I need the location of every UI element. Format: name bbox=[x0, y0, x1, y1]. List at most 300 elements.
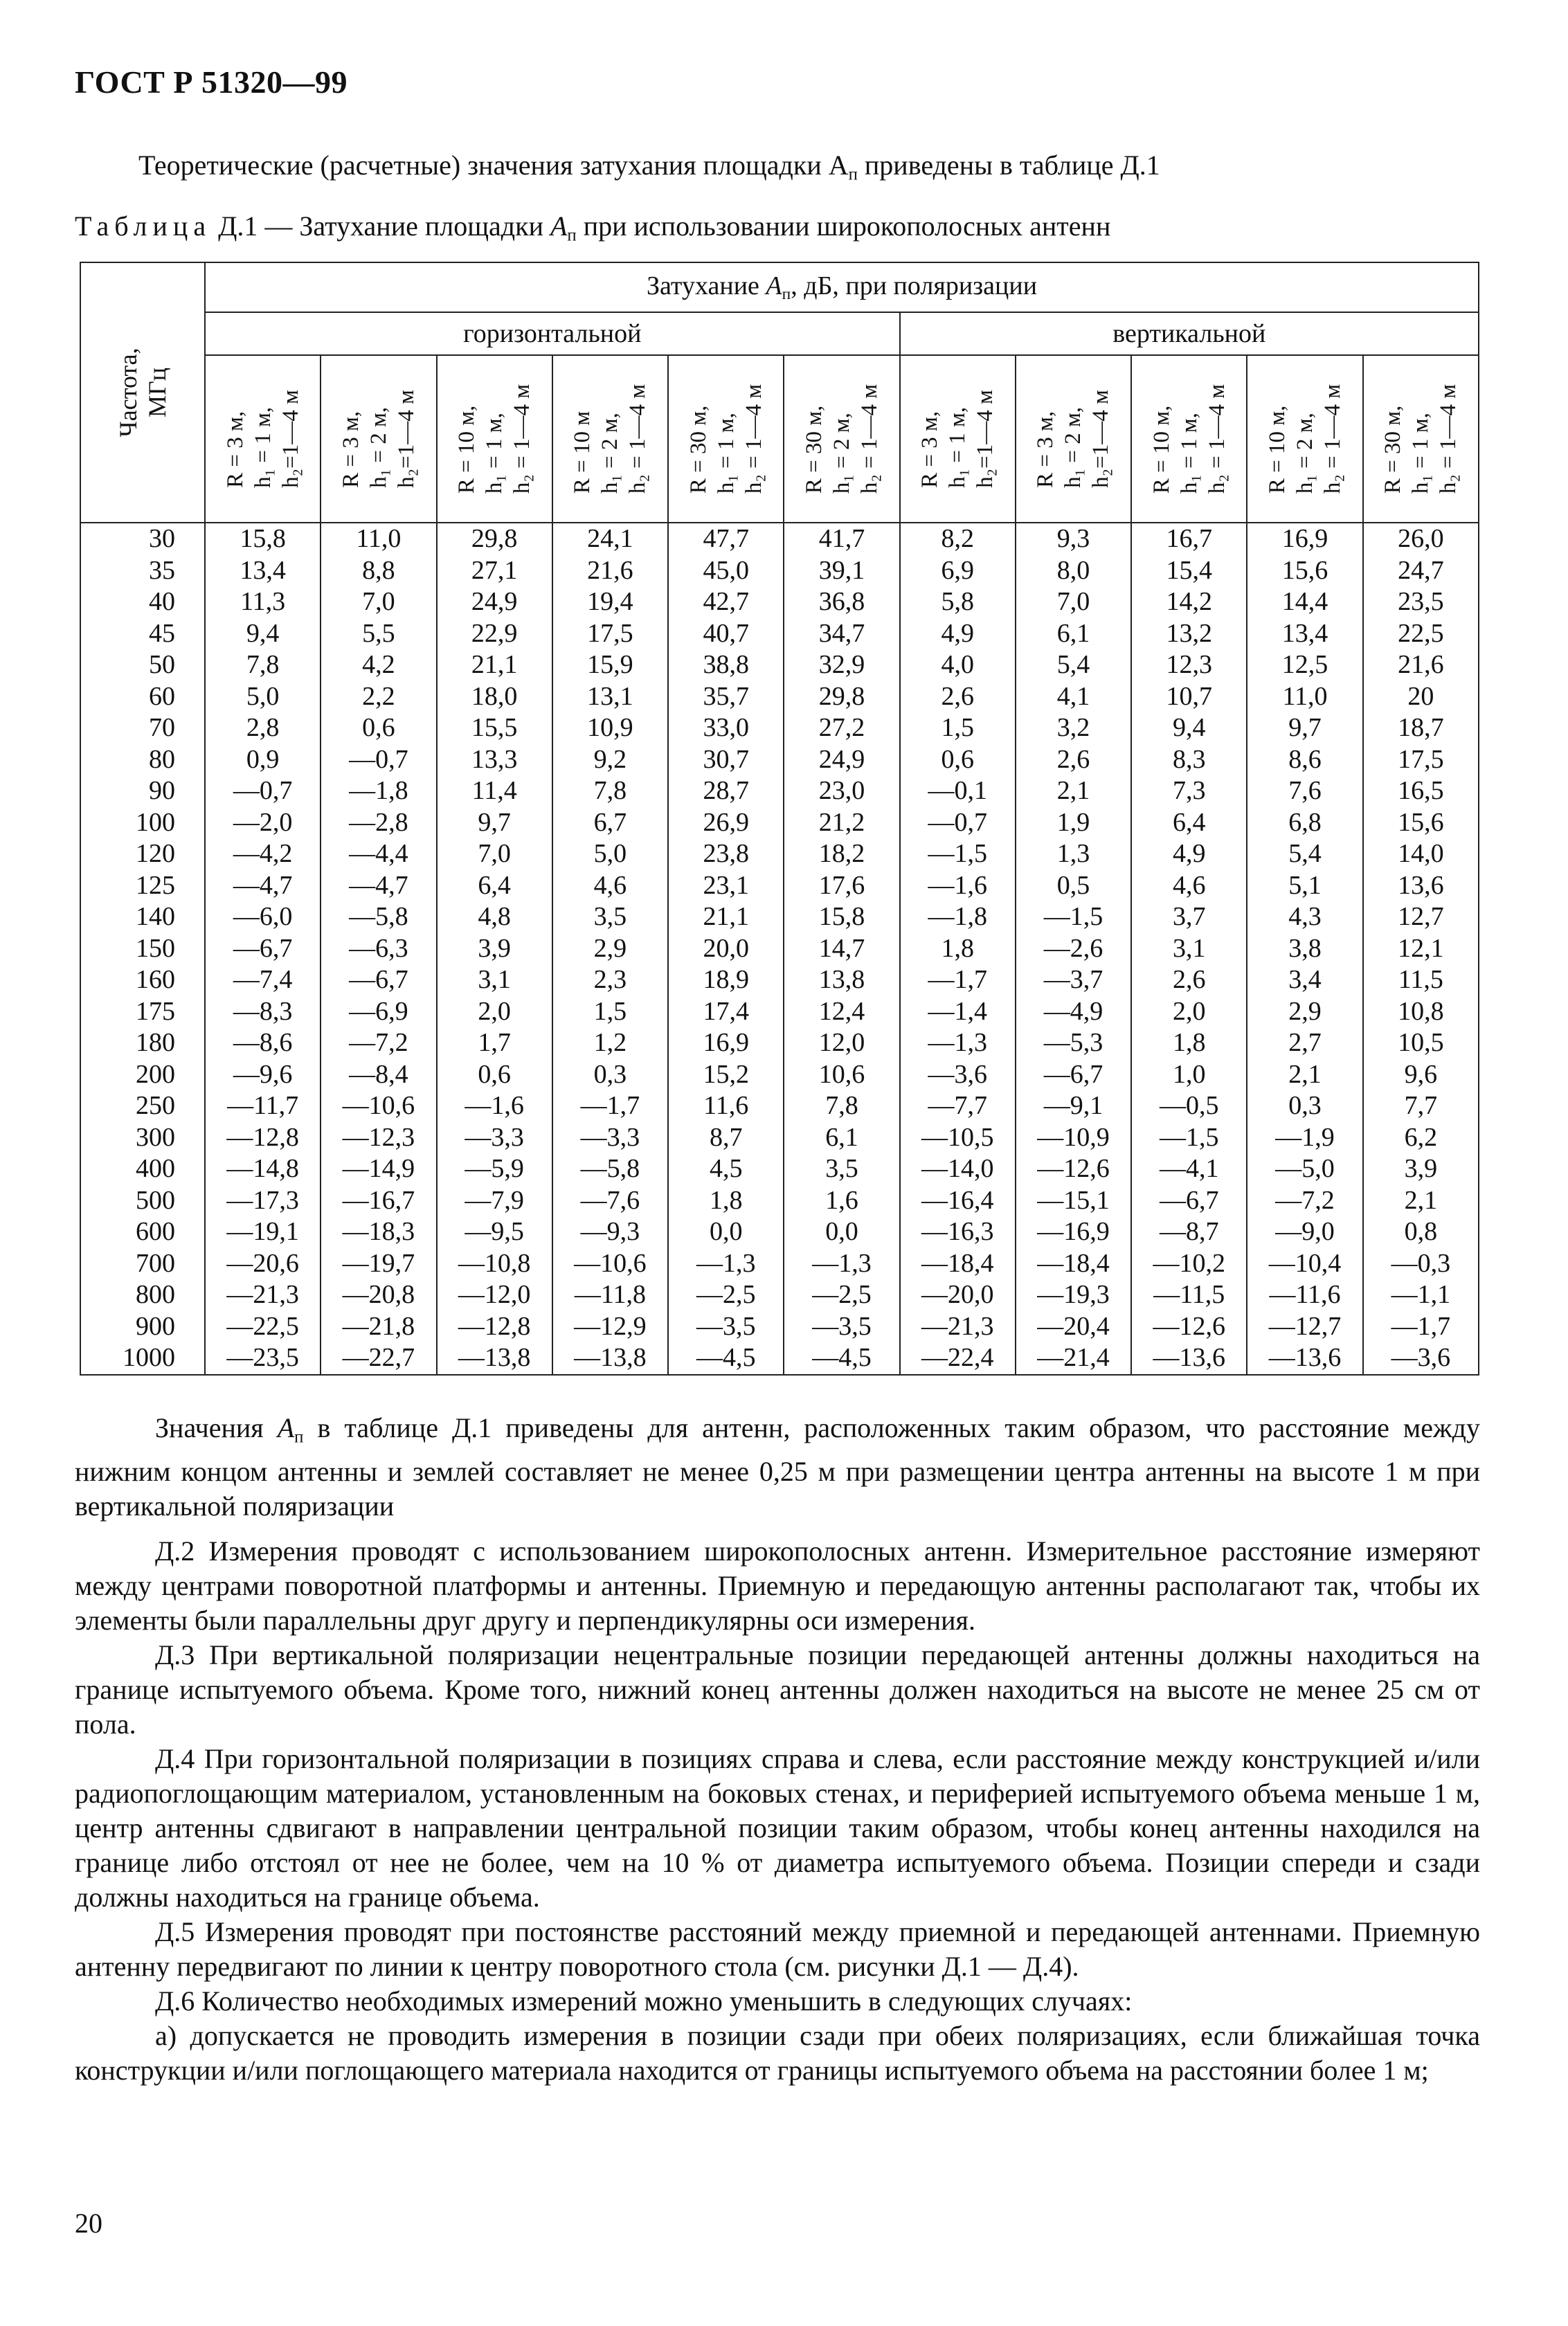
table-cell: 2,9 bbox=[1288, 996, 1322, 1026]
table-cell: 11,0 bbox=[356, 524, 402, 553]
table-cell: 13,4 bbox=[1281, 618, 1328, 648]
paragraph: Д.6 Количество необходимых измерений можно уменьшить в следующих случаях: bbox=[155, 1985, 1133, 2017]
table-cell: —12,6 bbox=[1037, 1154, 1110, 1183]
column-header-line: h₁ = 1 м, bbox=[945, 406, 971, 488]
table-cell: 7,6 bbox=[1288, 776, 1322, 805]
table-cell: —0,3 bbox=[1391, 1248, 1451, 1278]
value-column bbox=[1247, 523, 1362, 1375]
table-cell: 3,5 bbox=[593, 902, 627, 931]
table-cell: —10,6 bbox=[342, 1091, 415, 1120]
frequency-header-line: МГц bbox=[143, 367, 171, 418]
group-header-text: , дБ, при поляризации bbox=[791, 271, 1038, 300]
column-header bbox=[668, 355, 784, 523]
table-cell: 11,5 bbox=[1398, 965, 1443, 994]
group-header-text: Затухание bbox=[646, 271, 766, 300]
table-cell: —1,9 bbox=[1275, 1122, 1335, 1152]
note-text: Значения bbox=[155, 1412, 278, 1443]
column-header-line: h₂ = 1—4 м bbox=[510, 384, 535, 494]
table-cell: 5,1 bbox=[1288, 870, 1322, 900]
table-cell: —12,9 bbox=[574, 1311, 647, 1341]
table-cell: —0,7 bbox=[349, 744, 408, 774]
table-cell: 2,8 bbox=[246, 713, 280, 742]
table-cell: 9,4 bbox=[1173, 713, 1206, 742]
document-code: ГОСТ Р 51320—99 bbox=[75, 64, 348, 100]
frequency-value: 125 bbox=[136, 870, 175, 900]
frequency-header-line: Частота, bbox=[114, 348, 142, 438]
column-header-line: h₂=1—4 м bbox=[1088, 390, 1114, 488]
column-header-line: R = 10 м, bbox=[454, 405, 480, 494]
table-cell: —3,5 bbox=[812, 1311, 872, 1341]
table-cell: —10,9 bbox=[1037, 1122, 1110, 1152]
table-cell: —13,8 bbox=[458, 1343, 531, 1372]
table-cell: 21,1 bbox=[703, 902, 749, 931]
table-caption-label: Таблица bbox=[75, 210, 212, 242]
table-cell: 6,8 bbox=[1288, 807, 1322, 837]
table-cell: 13,2 bbox=[1166, 618, 1212, 648]
table-cell: 15,6 bbox=[1398, 807, 1444, 837]
table-cell: —21,3 bbox=[921, 1311, 994, 1341]
column-header-rotated bbox=[222, 390, 305, 488]
table-cell: 12,4 bbox=[818, 996, 865, 1026]
table-cell: 27,1 bbox=[471, 555, 518, 585]
table-cell: —20,4 bbox=[1037, 1311, 1110, 1341]
table-cell: —1,5 bbox=[1043, 902, 1103, 931]
table-cell: 9,2 bbox=[593, 744, 627, 774]
table-cell: —16,7 bbox=[342, 1185, 415, 1215]
table-cell: 36,8 bbox=[818, 587, 865, 616]
table-cell: —9,1 bbox=[1043, 1091, 1103, 1120]
table-cell: 10,8 bbox=[1398, 996, 1444, 1026]
table-cell: 4,6 bbox=[1173, 870, 1206, 900]
column-header-line: h₂ = 1—4 м bbox=[741, 384, 766, 494]
table-cell: —2,5 bbox=[812, 1280, 872, 1309]
table-cell: 8,2 bbox=[941, 524, 974, 553]
column-header-line: R = 30 м, bbox=[685, 405, 711, 494]
table-cell: 5,4 bbox=[1056, 650, 1090, 679]
column-header-wrap bbox=[1364, 356, 1478, 522]
table-cell: —1,7 bbox=[928, 965, 987, 994]
page-number: 20 bbox=[75, 2208, 102, 2239]
frequency-value: 45 bbox=[149, 618, 175, 648]
table-cell: —13,6 bbox=[1153, 1343, 1225, 1372]
column-header-line: R = 10 м, bbox=[1148, 405, 1174, 494]
frequency-value: 160 bbox=[136, 965, 175, 994]
table-cell: —7,6 bbox=[580, 1185, 640, 1215]
table-cell: 24,9 bbox=[818, 744, 865, 774]
table-cell: —2,8 bbox=[349, 807, 408, 837]
table-cell: 17,5 bbox=[1398, 744, 1444, 774]
frequency-column bbox=[80, 523, 205, 1375]
table-cell: 35,7 bbox=[703, 681, 749, 711]
column-header-wrap bbox=[669, 356, 783, 522]
table-cell: 26,0 bbox=[1398, 524, 1444, 553]
table-cell: 1,5 bbox=[593, 996, 627, 1026]
table-cell: 15,4 bbox=[1166, 555, 1212, 585]
table-cell: 11,3 bbox=[240, 587, 286, 616]
table-cell: 21,6 bbox=[1398, 650, 1444, 679]
table-cell: 2,2 bbox=[362, 681, 395, 711]
table-caption bbox=[75, 210, 1110, 245]
table-cell: 21,2 bbox=[818, 807, 865, 837]
table-cell: —0,1 bbox=[928, 776, 987, 805]
column-header bbox=[205, 355, 321, 523]
table-cell: —23,5 bbox=[226, 1343, 299, 1372]
intro-text-part: приведены в таблице Д.1 bbox=[857, 150, 1160, 181]
column-header bbox=[1131, 355, 1247, 523]
horizontal-polarization-header: горизонтальной bbox=[205, 312, 900, 355]
column-header-line: h₂ = 1—4 м bbox=[625, 384, 651, 494]
table-cell: —16,3 bbox=[921, 1217, 994, 1246]
table-cell: —3,6 bbox=[928, 1059, 987, 1089]
column-header-line: R = 3 м, bbox=[222, 411, 248, 488]
table-cell: —16,4 bbox=[921, 1185, 994, 1215]
table-cell: 12,7 bbox=[1398, 902, 1444, 931]
table-cell: 2,9 bbox=[593, 933, 627, 963]
table-cell: 3,9 bbox=[478, 933, 511, 963]
column-header-rotated bbox=[453, 384, 536, 494]
table-cell: 26,9 bbox=[703, 807, 749, 837]
table-cell: 13,8 bbox=[818, 965, 865, 994]
table-cell: 16,7 bbox=[1166, 524, 1212, 553]
table-cell: 1,2 bbox=[593, 1028, 627, 1057]
table-cell: 3,7 bbox=[1173, 902, 1206, 931]
table-cell: 0,3 bbox=[593, 1059, 627, 1089]
table-cell: 7,3 bbox=[1173, 776, 1206, 805]
table-cell: —14,0 bbox=[921, 1154, 994, 1183]
column-header-line: h₂ = 1—4 м bbox=[856, 384, 882, 494]
table-cell: —1,3 bbox=[812, 1248, 872, 1278]
table-cell: —12,0 bbox=[458, 1280, 531, 1309]
table-cell: —10,8 bbox=[458, 1248, 531, 1278]
table-cell: —3,6 bbox=[1391, 1343, 1451, 1372]
column-header-line: h₁ = 2 м, bbox=[597, 413, 623, 494]
column-header-line: h₂=1—4 м bbox=[278, 390, 303, 488]
table-cell: 5,8 bbox=[941, 587, 974, 616]
table-cell: 9,7 bbox=[1288, 713, 1322, 742]
table-cell: 6,1 bbox=[1056, 618, 1090, 648]
table-cell: 23,0 bbox=[818, 776, 865, 805]
value-column bbox=[437, 523, 552, 1375]
column-header-rotated bbox=[685, 384, 768, 494]
frequency-value: 500 bbox=[136, 1185, 175, 1215]
table-cell: 0,0 bbox=[825, 1217, 858, 1246]
value-column bbox=[784, 523, 899, 1375]
table-cell: 27,2 bbox=[818, 713, 865, 742]
value-column bbox=[552, 523, 668, 1375]
table-cell: —7,4 bbox=[233, 965, 293, 994]
frequency-value: 90 bbox=[149, 776, 175, 805]
paragraph: а) допускается не проводить измерения в позиции сзади при обеих поляризациях, если ближайшая точка конструкции и/или поглощающего материала находится от границы испытуемого объема на расстоянии более 1 м; bbox=[75, 2020, 1480, 2086]
table-cell: 15,6 bbox=[1281, 555, 1328, 585]
table-cell: —18,4 bbox=[921, 1248, 994, 1278]
table-cell: —16,9 bbox=[1037, 1217, 1110, 1246]
column-header bbox=[1247, 355, 1362, 523]
table-cell: 12,1 bbox=[1398, 933, 1444, 963]
table-cell: —9,3 bbox=[580, 1217, 640, 1246]
table-cell: 3,5 bbox=[825, 1154, 858, 1183]
table-cell: 1,0 bbox=[1173, 1059, 1206, 1089]
table-cell: 10,9 bbox=[587, 713, 633, 742]
value-column bbox=[1131, 523, 1247, 1375]
column-header-line: h₁ = 1 м, bbox=[250, 406, 276, 488]
table-cell: —11,8 bbox=[574, 1280, 646, 1309]
table-cell: —6,9 bbox=[349, 996, 408, 1026]
table-cell: —4,2 bbox=[233, 839, 293, 868]
table-cell: —13,6 bbox=[1268, 1343, 1342, 1372]
table-cell: —10,6 bbox=[574, 1248, 647, 1278]
table-cell: 17,6 bbox=[818, 870, 865, 900]
frequency-value: 70 bbox=[149, 713, 175, 742]
table-cell: 8,0 bbox=[1056, 555, 1090, 585]
table-cell: 4,3 bbox=[1288, 902, 1322, 931]
table-cell: —22,4 bbox=[921, 1343, 994, 1372]
paragraph: Д.4 При горизонтальной поляризации в позициях справа и слева, если расстояние между конструкцией и/или радиопоглощающим материалом, установленным на боковых стенах, и периферией испытуемого объема меньше 1 м, центр антенны сдвигают в направлении центральной позиции таким образом, чтобы конец антенны находился на границе либо отстоял от нее не более, чем на 10 % от диаметра испытуемого объема. Позиции спереди и сзади должны находиться на границе объема. bbox=[75, 1743, 1480, 1913]
table-cell: 13,4 bbox=[240, 555, 286, 585]
table-cell: —2,6 bbox=[1043, 933, 1103, 963]
table-cell: 2,7 bbox=[1288, 1028, 1322, 1057]
frequency-value: 1000 bbox=[123, 1343, 175, 1372]
table-cell: 2,6 bbox=[1173, 965, 1206, 994]
table-cell: 12,3 bbox=[1166, 650, 1212, 679]
table-cell: 11,0 bbox=[1282, 681, 1328, 711]
table-cell: —3,5 bbox=[696, 1311, 756, 1341]
column-header-line: h₂ = 1—4 м bbox=[1204, 384, 1229, 494]
table-cell: 24,7 bbox=[1398, 555, 1444, 585]
column-header bbox=[321, 355, 436, 523]
table-cell: —9,0 bbox=[1275, 1217, 1335, 1246]
table-cell: —20,0 bbox=[921, 1280, 994, 1309]
column-header-line: h₁ = 1 м, bbox=[482, 413, 507, 494]
table-cell: 34,7 bbox=[818, 618, 865, 648]
table-cell: 5,4 bbox=[1288, 839, 1322, 868]
table-cell: 3,1 bbox=[478, 965, 511, 994]
table-cell: —4,5 bbox=[696, 1343, 756, 1372]
table-cell: —17,3 bbox=[226, 1185, 299, 1215]
table-cell: 4,0 bbox=[941, 650, 974, 679]
table-cell: —6,7 bbox=[1043, 1059, 1103, 1089]
column-header-wrap bbox=[438, 356, 552, 522]
table-cell: 2,0 bbox=[478, 996, 511, 1026]
group-header-symbol: А bbox=[766, 271, 782, 300]
table-cell: —4,1 bbox=[1160, 1154, 1219, 1183]
table-cell: 7,0 bbox=[362, 587, 395, 616]
table-cell: —1,1 bbox=[1391, 1280, 1451, 1309]
table-cell: —7,9 bbox=[465, 1185, 524, 1215]
table-cell: —1,5 bbox=[1160, 1122, 1219, 1152]
table-cell: —12,7 bbox=[1268, 1311, 1342, 1341]
table-cell: —1,6 bbox=[465, 1091, 524, 1120]
table-cell: 30,7 bbox=[703, 744, 749, 774]
table-cell: —6,7 bbox=[233, 933, 293, 963]
table-cell: 0,5 bbox=[1056, 870, 1090, 900]
table-cell: 14,7 bbox=[818, 933, 865, 963]
frequency-value: 35 bbox=[149, 555, 175, 585]
table-cell: 10,5 bbox=[1398, 1028, 1444, 1057]
frequency-value: 150 bbox=[136, 933, 175, 963]
table-cell: —2,0 bbox=[233, 807, 293, 837]
table-cell: 20 bbox=[1407, 681, 1434, 711]
table-cell: —6,7 bbox=[349, 965, 408, 994]
table-cell: 16,5 bbox=[1398, 776, 1444, 805]
table-cell: 1,7 bbox=[478, 1028, 511, 1057]
column-header-rotated bbox=[800, 384, 883, 494]
table-cell: —18,3 bbox=[342, 1217, 415, 1246]
frequency-value: 180 bbox=[136, 1028, 175, 1057]
table-cell: —14,9 bbox=[342, 1154, 415, 1183]
table-cell: 41,7 bbox=[818, 524, 865, 553]
table-cell: —9,6 bbox=[233, 1059, 293, 1089]
table-cell: —4,5 bbox=[812, 1343, 872, 1372]
table-caption-text: Д.1 — Затухание площадки bbox=[211, 210, 550, 242]
value-column bbox=[1363, 523, 1479, 1375]
table-cell: 15,8 bbox=[240, 524, 286, 553]
table-cell: 4,6 bbox=[593, 870, 627, 900]
table-cell: —7,2 bbox=[349, 1028, 408, 1057]
table-cell: 1,5 bbox=[941, 713, 974, 742]
column-header-rotated bbox=[337, 390, 420, 488]
table-cell: 6,4 bbox=[478, 870, 511, 900]
table-cell: 15,2 bbox=[703, 1059, 749, 1089]
table-cell: 20,0 bbox=[703, 933, 749, 963]
column-header-line: h₁ = 2 м, bbox=[829, 413, 854, 494]
table-note-paragraph bbox=[75, 1411, 1480, 1524]
table-cell: —7,2 bbox=[1275, 1185, 1335, 1215]
table-cell: 8,3 bbox=[1173, 744, 1206, 774]
table-cell: —3,7 bbox=[1043, 965, 1103, 994]
table-cell: 22,5 bbox=[1398, 618, 1444, 648]
column-header bbox=[900, 355, 1016, 523]
table-cell: 12,5 bbox=[1281, 650, 1328, 679]
table-cell: —1,3 bbox=[696, 1248, 756, 1278]
table-cell: —6,0 bbox=[233, 902, 293, 931]
column-header-line: R = 10 м, bbox=[1265, 405, 1290, 494]
table-cell: —13,8 bbox=[574, 1343, 647, 1372]
table-cell: —12,6 bbox=[1153, 1311, 1225, 1341]
note-text: в таблице Д.1 приведены для антенн, расположенных таким образом, что расстояние между нижним концом антенны и землей составляет не менее 0,25 м при размещении центра антенны на высоте 1 м при вертикальной поляризации bbox=[75, 1412, 1480, 1522]
table-cell: 21,1 bbox=[471, 650, 518, 679]
table-cell: 9,7 bbox=[478, 807, 511, 837]
table-cell: —6,3 bbox=[349, 933, 408, 963]
frequency-value: 300 bbox=[136, 1122, 175, 1152]
column-header-line: h₁ = 1 м, bbox=[1408, 413, 1434, 494]
table-cell: —15,1 bbox=[1037, 1185, 1110, 1215]
table-cell: 7,8 bbox=[246, 650, 280, 679]
table-cell: 23,8 bbox=[703, 839, 749, 868]
value-column bbox=[321, 523, 436, 1375]
column-header-line: h₂=1—4 м bbox=[973, 390, 998, 488]
frequency-column-header bbox=[80, 262, 205, 523]
table-cell: 4,8 bbox=[478, 902, 511, 931]
column-header-line: h₂ = 1—4 м bbox=[1436, 384, 1461, 494]
table-cell: 1,9 bbox=[1056, 807, 1090, 837]
table-cell: 7,8 bbox=[593, 776, 627, 805]
table-cell: —11,5 bbox=[1153, 1280, 1225, 1309]
table-cell: —8,4 bbox=[349, 1059, 408, 1089]
table-cell: 2,3 bbox=[593, 965, 627, 994]
column-header-rotated bbox=[1379, 384, 1462, 494]
body-text bbox=[75, 1534, 1480, 2088]
table-cell: 11,4 bbox=[471, 776, 517, 805]
table-cell: 24,1 bbox=[587, 524, 633, 553]
table-cell: 13,1 bbox=[587, 681, 633, 711]
column-header-wrap bbox=[553, 356, 667, 522]
table-cell: 3,8 bbox=[1288, 933, 1322, 963]
table-cell: 0,8 bbox=[1404, 1217, 1438, 1246]
table-cell: 0,9 bbox=[246, 744, 280, 774]
table-cell: —3,3 bbox=[465, 1122, 524, 1152]
table-cell: 23,1 bbox=[703, 870, 749, 900]
table-cell: 18,9 bbox=[703, 965, 749, 994]
table-cell: —10,4 bbox=[1268, 1248, 1342, 1278]
column-header-wrap bbox=[321, 356, 435, 522]
table-cell: —1,3 bbox=[928, 1028, 987, 1057]
table-cell: 9,4 bbox=[246, 618, 280, 648]
table-cell: 19,4 bbox=[587, 587, 633, 616]
value-column bbox=[205, 523, 321, 1375]
table-cell: 10,7 bbox=[1166, 681, 1212, 711]
table-cell: —5,8 bbox=[580, 1154, 640, 1183]
table-cell: 38,8 bbox=[703, 650, 749, 679]
intro-text bbox=[138, 149, 1160, 184]
column-header-rotated bbox=[1148, 384, 1231, 494]
table-cell: —10,2 bbox=[1153, 1248, 1225, 1278]
column-header bbox=[784, 355, 899, 523]
frequency-value: 400 bbox=[136, 1154, 175, 1183]
table-cell: —1,4 bbox=[928, 996, 987, 1026]
table-cell: 2,1 bbox=[1404, 1185, 1438, 1215]
table-cell: 0,6 bbox=[478, 1059, 511, 1089]
column-header bbox=[1016, 355, 1131, 523]
table-cell: 5,5 bbox=[362, 618, 395, 648]
table-cell: 24,9 bbox=[471, 587, 518, 616]
table-cell: 29,8 bbox=[818, 681, 865, 711]
table-cell: —4,7 bbox=[349, 870, 408, 900]
column-header-wrap bbox=[1132, 356, 1246, 522]
table-cell: —21,3 bbox=[226, 1280, 299, 1309]
table-cell: 8,6 bbox=[1288, 744, 1322, 774]
frequency-value: 900 bbox=[136, 1311, 175, 1341]
note-symbol: А bbox=[277, 1412, 295, 1443]
table-cell: 0,6 bbox=[362, 713, 395, 742]
table-cell: 3,9 bbox=[1404, 1154, 1438, 1183]
column-header-wrap bbox=[1016, 356, 1130, 522]
column-header-wrap bbox=[1247, 356, 1362, 522]
table-cell: 2,1 bbox=[1056, 776, 1090, 805]
table-cell: —5,3 bbox=[1043, 1028, 1103, 1057]
table-cell: 47,7 bbox=[703, 524, 749, 553]
table-cell: 9,6 bbox=[1404, 1059, 1438, 1089]
table-cell: —0,7 bbox=[233, 776, 293, 805]
table-cell: 7,8 bbox=[825, 1091, 858, 1120]
table-cell: —9,5 bbox=[465, 1217, 524, 1246]
table-cell: 13,3 bbox=[471, 744, 518, 774]
column-header-line: R = 3 м, bbox=[338, 411, 363, 488]
table-caption-symbol: А bbox=[550, 210, 568, 242]
column-header-wrap bbox=[206, 356, 320, 522]
column-header-rotated bbox=[916, 390, 999, 488]
table-cell: 9,3 bbox=[1056, 524, 1090, 553]
table-cell: 6,2 bbox=[1404, 1122, 1438, 1152]
table-cell: 16,9 bbox=[703, 1028, 749, 1057]
table-cell: 4,9 bbox=[1173, 839, 1206, 868]
frequency-value: 175 bbox=[136, 996, 175, 1026]
frequency-value: 200 bbox=[136, 1059, 175, 1089]
table-cell: 1,3 bbox=[1056, 839, 1090, 868]
table-cell: 7,7 bbox=[1404, 1091, 1438, 1120]
table-cell: —14,8 bbox=[226, 1154, 299, 1183]
table-cell: —0,7 bbox=[928, 807, 987, 837]
table-cell: 14,0 bbox=[1398, 839, 1444, 868]
